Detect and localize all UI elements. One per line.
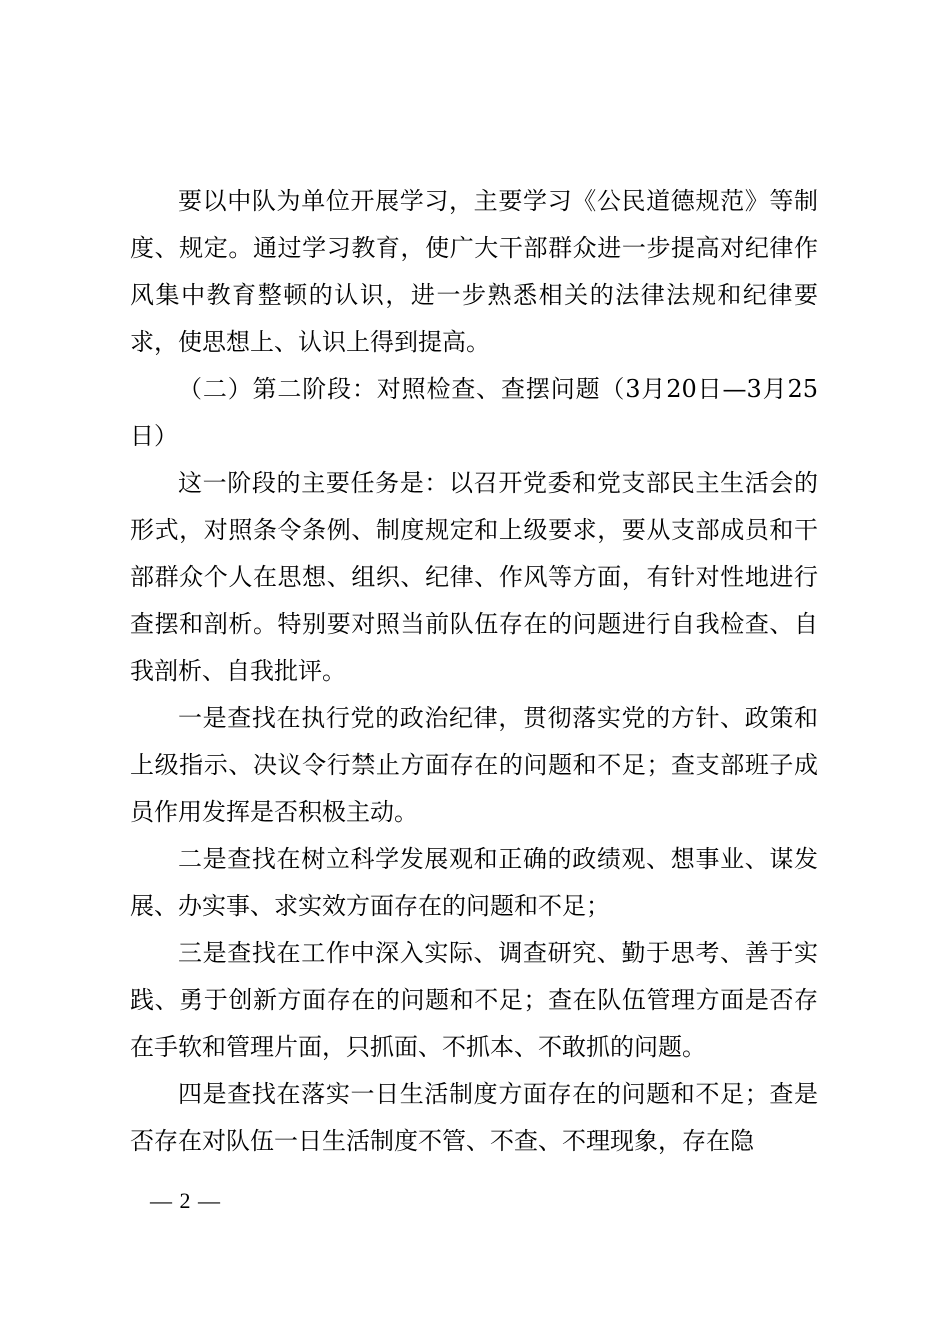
page-number: — 2 — [150,1188,221,1213]
paragraph-item-three: 三是查找在工作中深入实际、调查研究、勤于思考、善于实践、勇于创新方面存在的问题和不足；查在队伍管理方面是否存在手软和管理片面，只抓面、不抓本、不敢抓的问题。 [130,939,818,1061]
paragraph-stage-task: 这一阶段的主要任务是：以召开党委和党支部民主生活会的形式，对照条令条例、制度规定和上级要求，要从支部成员和干部群众个人在思想、组织、纪律、作风等方面，有针对性地进行查摆和剖析。特别要对照当前队伍存在的问题进行自我检查、自我剖析、自我批评。 [130,469,818,685]
paragraph-study: 要以中队为单位开展学习，主要学习《公民道德规范》等制度、规定。通过学习教育，使广大干部群众进一步提高对纪律作风集中教育整顿的认识，进一步熟悉相关的法律法规和纪律要求，使思想上、认识上得到提高。 [130,187,818,356]
paragraph-item-one: 一是查找在执行党的政治纪律，贯彻落实党的方针、政策和上级指示、决议令行禁止方面存在的问题和不足；查支部班子成员作用发挥是否积极主动。 [130,704,818,826]
document-body [130,178,818,1165]
section-heading-stage-two: （二）第二阶段：对照检查、查摆问题（3月20日—3月25日） [130,375,818,450]
paragraph-item-two: 二是查找在树立科学发展观和正确的政绩观、想事业、谋发展、办实事、求实效方面存在的问题和不足； [130,845,818,920]
paragraph-item-four: 四是查找在落实一日生活制度方面存在的问题和不足；查是否存在对队伍一日生活制度不管、不查、不理现象，存在隐 [130,1080,818,1155]
